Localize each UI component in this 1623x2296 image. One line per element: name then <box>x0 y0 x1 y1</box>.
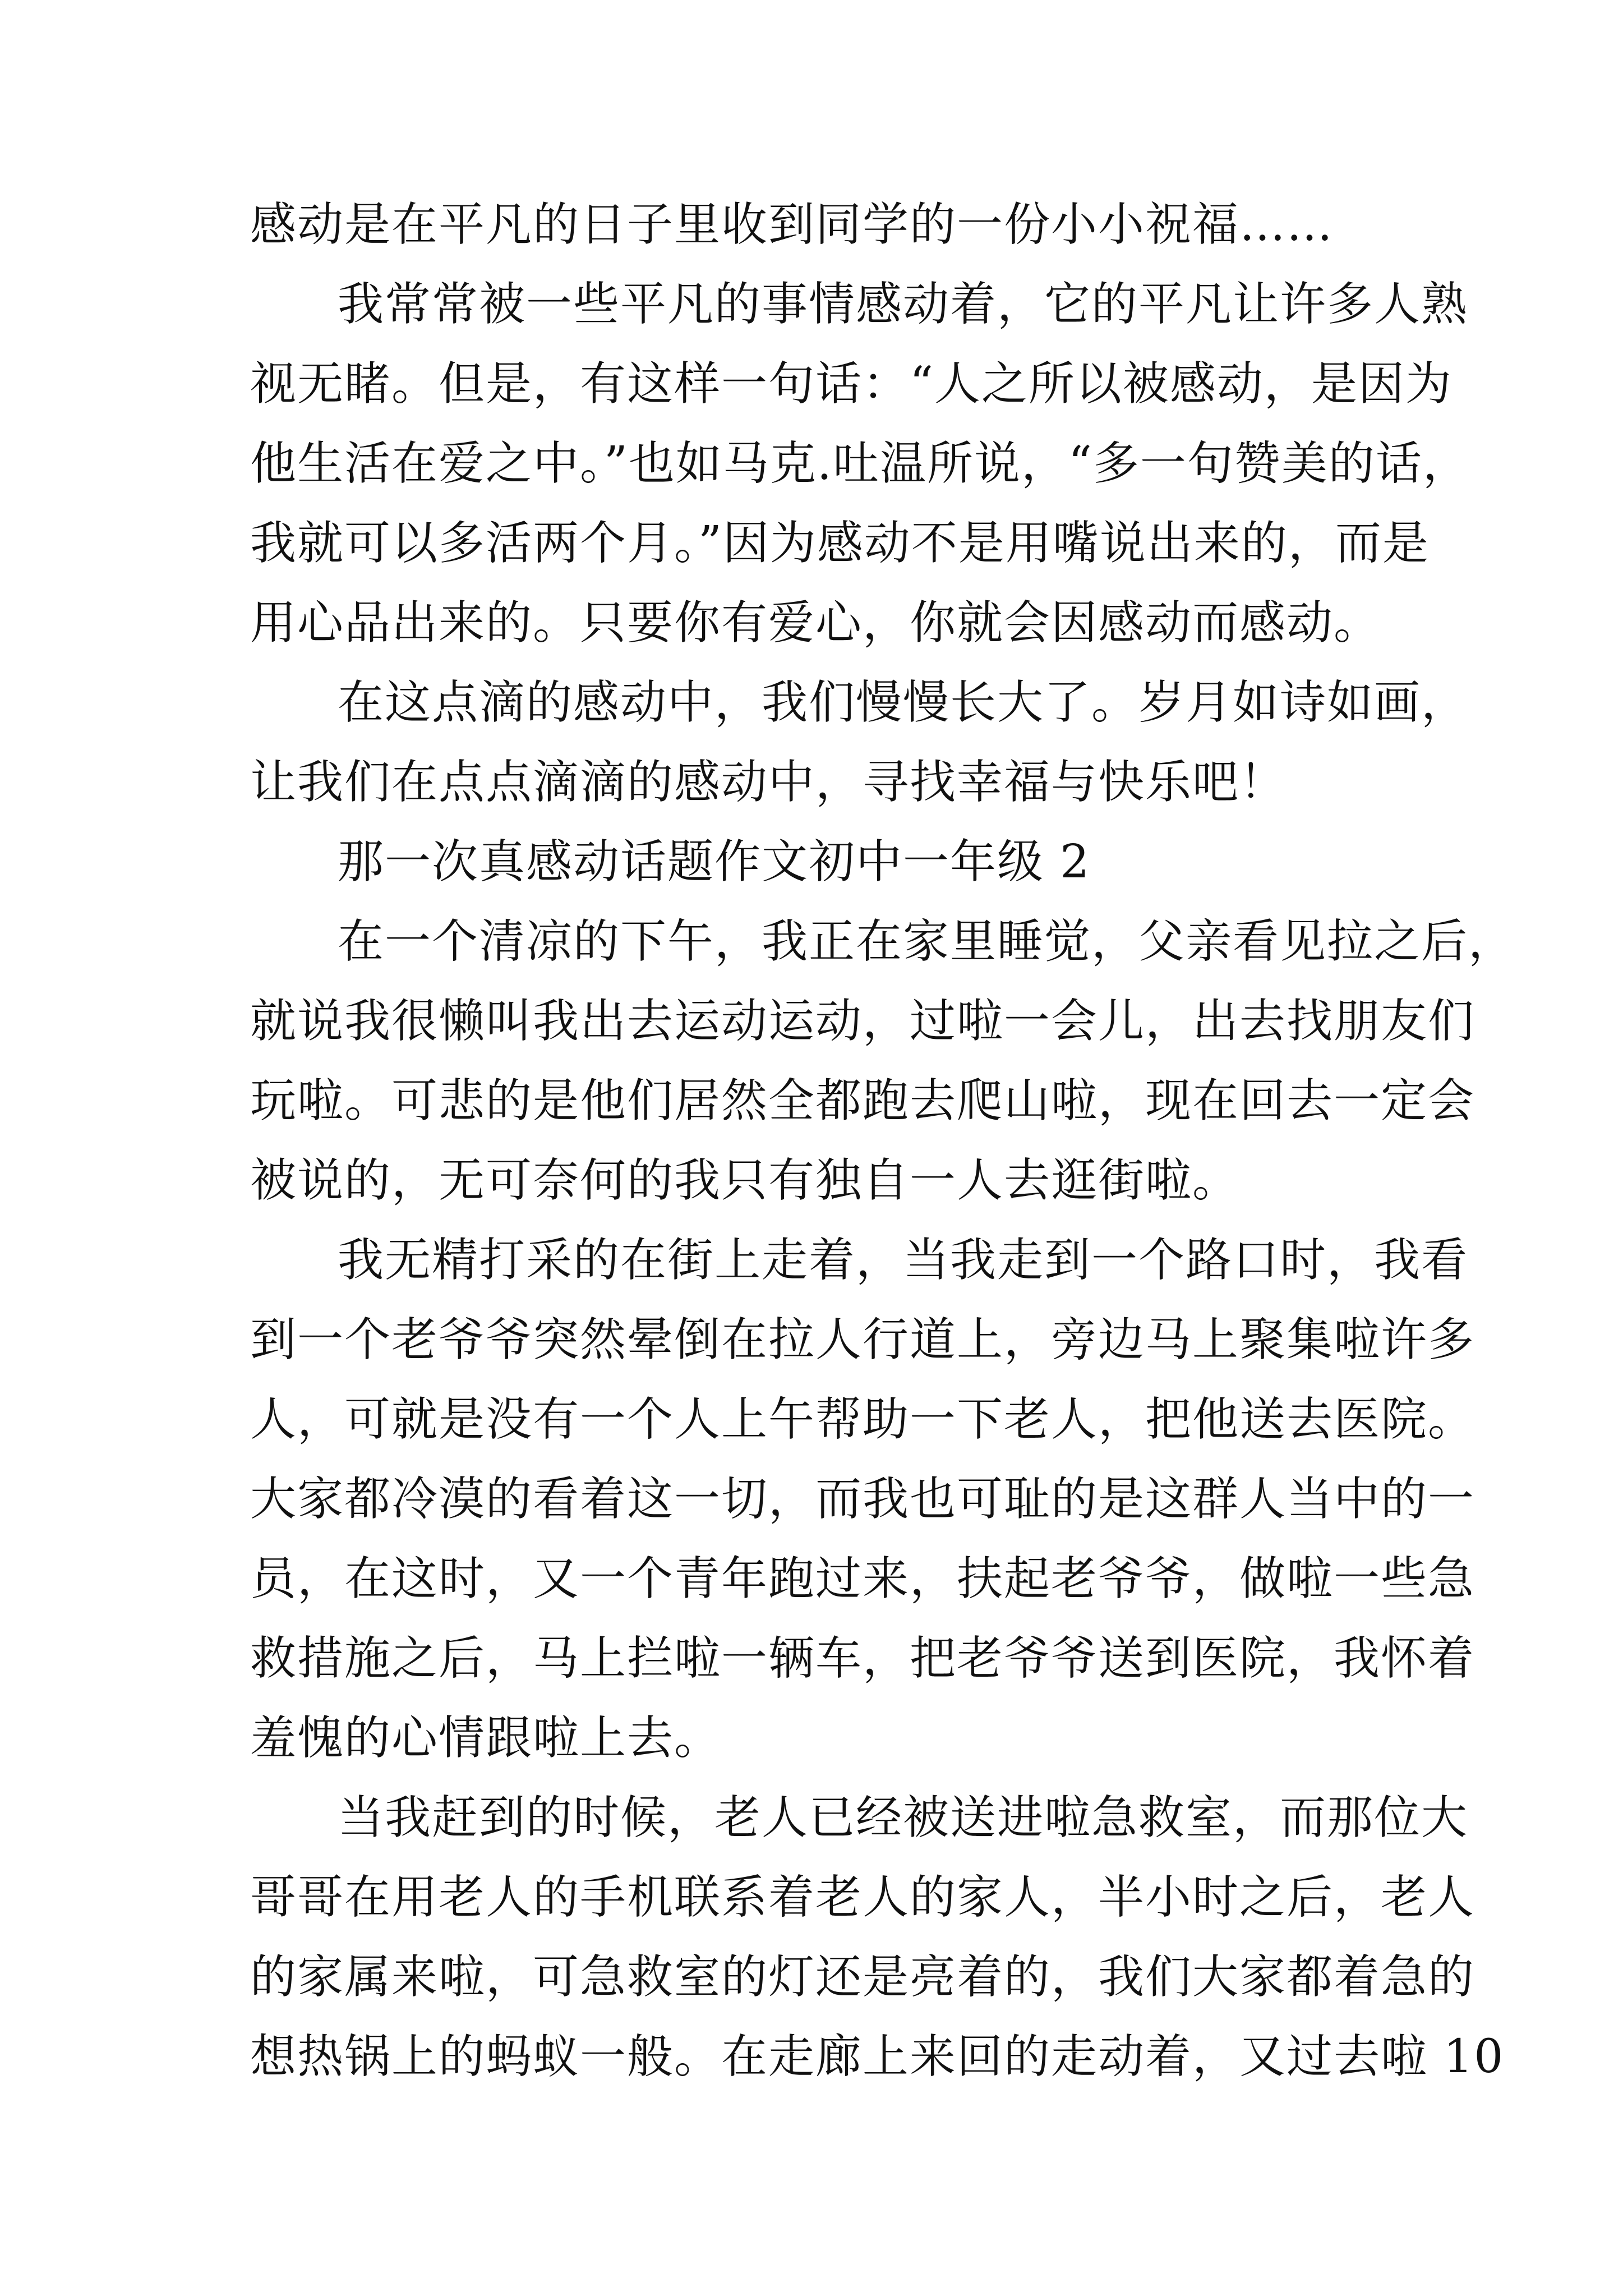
text-line: 我就可以多活两个月。”因为感动不是用嘴说出来的，而是 <box>250 517 1430 570</box>
paragraph-first-line: 在这点滴的感动中，我们慢慢长大了。岁月如诗如画， <box>338 676 1469 729</box>
text-line: 玩啦。可悲的是他们居然全都跑去爬山啦，现在回去一定会 <box>250 1074 1476 1128</box>
text-line: 哥哥在用老人的手机联系着老人的家人，半小时之后，老人 <box>250 1871 1476 1924</box>
text-line: 大家都冷漠的看着这一切，而我也可耻的是这群人当中的一 <box>250 1473 1476 1526</box>
text-line: 到一个老爷爷突然晕倒在拉人行道上，旁边马上聚集啦许多 <box>250 1313 1476 1366</box>
text-line: 人，可就是没有一个人上午帮助一下老人，把他送去医院。 <box>250 1393 1476 1446</box>
text-line: 感动是在平凡的日子里收到同学的一份小小祝福…… <box>250 198 1334 251</box>
text-line: 让我们在点点滴滴的感动中，寻找幸福与快乐吧！ <box>250 756 1287 809</box>
text-line: 羞愧的心情跟啦上去。 <box>250 1711 722 1765</box>
text-line: 员，在这时，又一个青年跑过来，扶起老爷爷，做啦一些急 <box>250 1552 1476 1605</box>
text-line: 救措施之后，马上拦啦一辆车，把老爷爷送到医院，我怀着 <box>250 1632 1476 1685</box>
text-line: 想热锅上的蚂蚁一般。在走廊上来回的走动着，又过去啦 10 <box>250 2030 1505 2083</box>
text-line: 用心品出来的。只要你有爱心，你就会因感动而感动。 <box>250 596 1381 650</box>
paragraph-first-line: 当我赶到的时候，老人已经被送进啦急救室，而那位大 <box>338 1791 1469 1844</box>
paragraph-first-line: 在一个清凉的下午，我正在家里睡觉，父亲看见拉之后， <box>338 915 1516 968</box>
section-title: 那一次真感动话题作文初中一年级 2 <box>338 835 1091 889</box>
text-line: 视无睹。但是，有这样一句话：“人之所以被感动，是因为 <box>250 357 1453 411</box>
text-line: 就说我很懒叫我出去运动运动，过啦一会儿，出去找朋友们 <box>250 995 1476 1048</box>
text-line: 被说的，无可奈何的我只有独自一人去逛街啦。 <box>250 1154 1240 1207</box>
paragraph-first-line: 我常常被一些平凡的事情感动着，它的平凡让许多人熟 <box>338 278 1469 331</box>
text-line: 他生活在爱之中。”也如马克.吐温所说，“多一句赞美的话， <box>250 437 1470 490</box>
essay-text <box>250 185 1516 2097</box>
paragraph-first-line: 我无精打采的在街上走着，当我走到一个路口时，我看 <box>338 1234 1469 1287</box>
text-line: 的家属来啦，可急救室的灯还是亮着的，我们大家都着急的 <box>250 1950 1476 2004</box>
